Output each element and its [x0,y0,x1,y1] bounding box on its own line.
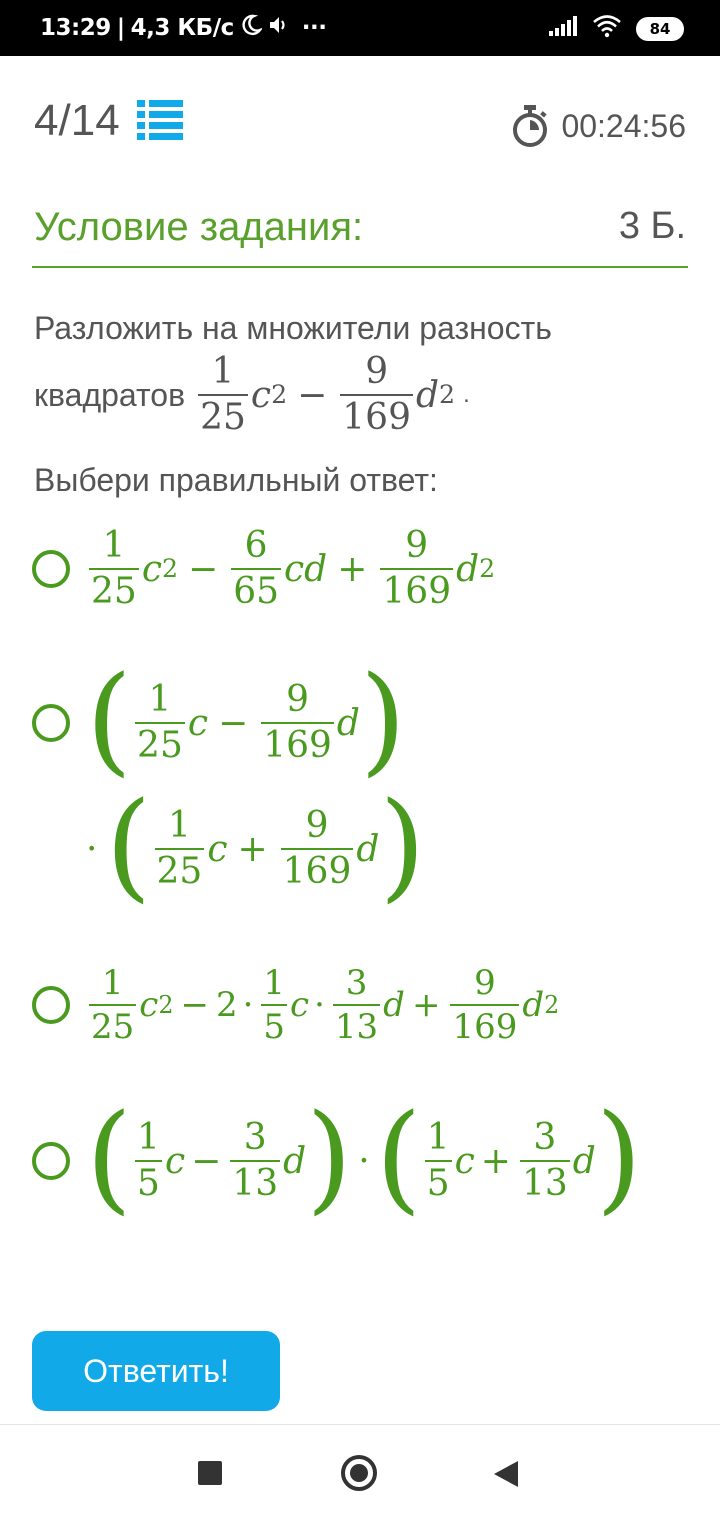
status-more: ··· [301,15,327,41]
task-points: 3 Б. [618,205,686,247]
timer-value: 00:24:56 [561,107,686,144]
period: . [463,381,470,408]
answer-option-1[interactable] [32,525,496,612]
answer-option-4[interactable] [32,1088,642,1226]
current-question: 4 [34,96,59,145]
frac-num: 9 [365,351,389,392]
frac-den: 169 [340,394,413,436]
option-expression: $\frac{1}{25}$ c 2 − 2 · $\frac{1}{5}$ c · $\frac{3}{13}$ d + $\frac{9}{169}$ d 2 [91,963,560,1047]
answer-option-2[interactable] [32,650,407,788]
option-expression: $\frac{1}{25}$ c 2 − $\frac{6}{65}$ cd + $\frac{9}{169}$ d 2 [91,525,496,612]
total-questions: 14 [70,96,120,145]
answer-option-3[interactable] [32,963,560,1047]
moon-icon [240,14,262,42]
radio-button[interactable] [32,550,70,588]
back-button[interactable] [494,1461,518,1487]
frac-num: 1 [211,351,235,392]
task-text-line2 [34,351,470,438]
option-expression-line1: ( $\frac{1}{25}$ c − $\frac{9}{169}$ d ) [86,650,407,788]
recent-apps-button[interactable] [198,1461,222,1485]
question-list-button[interactable] [135,96,185,142]
radio-button[interactable] [32,986,70,1024]
system-nav-bar [0,1424,720,1520]
status-time: 13:29 [40,15,111,41]
var-d: d [416,374,440,416]
answer-button[interactable]: Ответить! [32,1331,280,1411]
task-expression: $\frac{1}{25}$ c 2 − $\frac{9}{169}$ d 2 [200,351,456,438]
section-title: Условие задания: [34,205,364,249]
status-speed: 4,3 КБ/с [130,15,234,41]
list-icon [135,129,185,146]
status-right [548,14,684,43]
volume-icon [268,14,290,42]
option-expression-line2: · ( $\frac{1}{25}$ c + $\frac{9}{169}$ d ) [86,776,426,914]
status-bar [0,0,720,56]
task-text-prefix: квадратов [34,376,186,413]
frac-den: 25 [198,394,248,436]
status-separator: | [116,15,125,41]
signal-icon [548,15,578,42]
option-expression: ( $\frac{1}{5}$ c − $\frac{3}{13}$ d ) · ( $\frac{1}{5}$ c + $\frac{3}{13}$ d ) [86,1088,642,1226]
minus-sign: − [297,374,328,416]
battery-indicator: 84 [636,17,684,41]
task-text-line1: Разложить на множители разность [34,310,552,346]
wifi-icon [592,14,622,43]
radio-button[interactable] [32,1142,70,1180]
home-button[interactable] [341,1455,377,1491]
radio-button[interactable] [32,704,70,742]
question-counter: 4/14 [34,96,120,145]
section-divider [32,266,688,268]
var-c: c [250,374,272,416]
timer [511,104,686,148]
status-left [40,14,326,42]
task-prompt: Выбери правильный ответ: [34,462,438,498]
stopwatch-icon [511,104,549,148]
